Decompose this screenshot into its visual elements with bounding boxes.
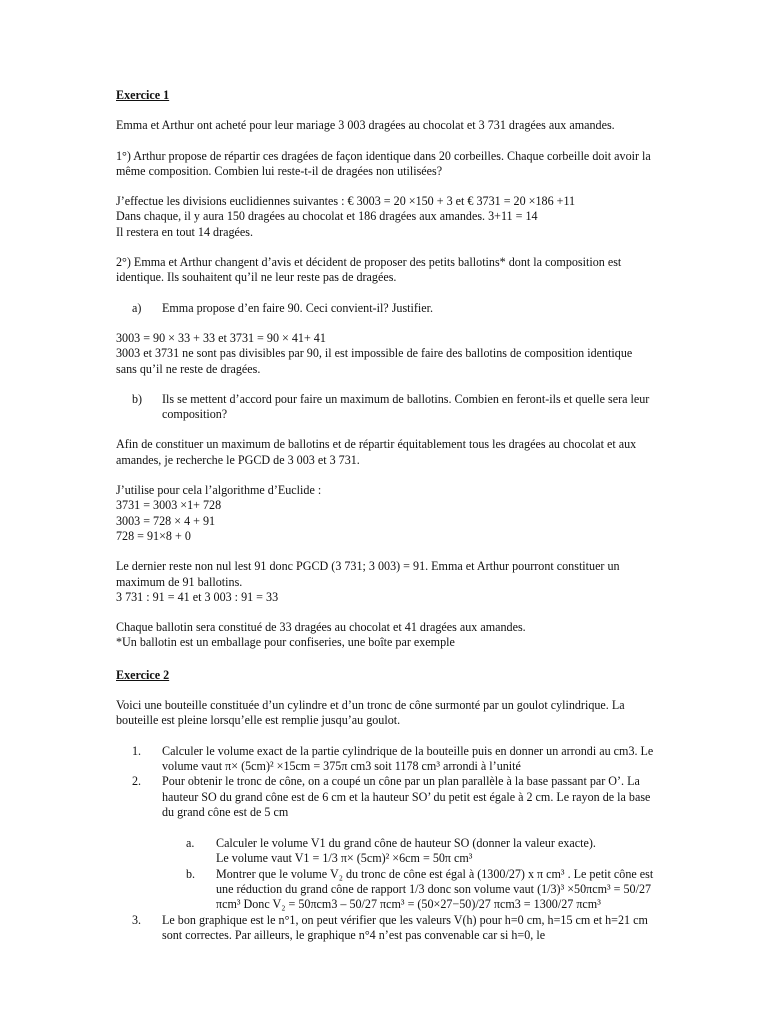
euclid-line: 3731 = 3003 ×1+ 728 (116, 498, 222, 513)
exercise-1-title: Exercice 1 (116, 88, 170, 102)
list-item (116, 744, 656, 775)
item-2-body (162, 774, 656, 912)
answer-2a-line: 3003 et 3731 ne sont pas divisibles par 90, il est impossible de faire des ballotins de composition identique sans qu’il ne reste de dragées. (116, 346, 633, 376)
question-2b-text: Ils se mettent d’accord pour faire un maximum de ballotins. Combien en feront-ils et quelle sera leur composition? (162, 391, 650, 422)
document-page (116, 88, 656, 943)
item-2-text: Pour obtenir le tronc de cône, on a coupé un cône par un plan parallèle à la base passant par O’. La hauteur SO du grand cône est de 6 cm et la hauteur SO’ du petit est égale à 2 cm. Le rayon de la base du grand cône est de 5 cm (162, 774, 651, 819)
item-1-text: Calculer le volume exact de la partie cylindrique de la bouteille puis en donner un arrondi au cm3. Le volume vaut π× (5cm)² ×15cm = 375π cm3 soit 1178 cm³ arrondi à l’unité (162, 743, 654, 773)
question-2a-text: Emma propose d’en faire 90. Ceci convient-il? Justifier. (162, 300, 434, 315)
sub-item-a-answer: Le volume vaut V1 = 1/3 π× (5cm)² ×6cm = 50π cm³ (216, 851, 473, 866)
exercise-2-intro: Voici une bouteille constituée d’un cylindre et d’un tronc de cône surmonté par un goulot cylindrique. La bouteille est pleine lorsqu’elle est remplie jusqu’au goulot. (116, 698, 625, 728)
sub-item-a (162, 836, 656, 867)
answer-1-line: J’effectue les divisions euclidiennes suivantes : € 3003 = 20 ×150 + 3 et € 3731 = 20 ×186 +11 (116, 194, 576, 209)
question-2a-marker: a) (132, 300, 142, 315)
question-2: 2°) Emma et Arthur changent d’avis et décident de proposer des petits ballotins* dont la composition est identique. Ils souhaitent qu’il ne leur reste pas de dragées. (116, 255, 622, 285)
item-3-marker: 3. (132, 912, 142, 927)
list-item (116, 774, 656, 912)
euclid-line: J’utilise pour cela l’algorithme d’Euclide : (116, 483, 322, 498)
euclid-algorithm (116, 483, 656, 544)
sub-item-a-body (216, 836, 656, 867)
euclid-line: 728 = 91×8 + 0 (116, 528, 191, 543)
item-3-text: Le bon graphique est le n°1, on peut vérifier que les valeurs V(h) pour h=0 cm, h=15 cm et h=21 cm sont correctes. Par ailleurs, le graphique n°4 n’est pas convenable car si h=0, le (162, 912, 648, 942)
question-1: 1°) Arthur propose de répartir ces dragées de façon identique dans 20 corbeilles. Chaque corbeille doit avoir la même composition. Combien lui reste-t-il de dragées non utilisées? (116, 148, 651, 178)
item-1-marker: 1. (132, 743, 142, 758)
sub-item-b-text: Montrer que le volume V₂ du tronc de cône est égal à (1300/27) x π cm³ . Le petit cône est une réduction du grand cône de rapport 1/3 donc son volume vaut (1/3)³ ×50πcm³ = 50/27 πcm³ Donc V₂ = 50πcm3 – 50/27 πcm³ = (50×27−50)/27 πcm3 = 1300/27 πcm³ (216, 866, 654, 912)
footnote-line: *Un ballotin est un emballage pour confiseries, une boîte par exemple (116, 635, 455, 650)
sub-item-b (162, 867, 656, 913)
question-2b-marker: b) (132, 391, 143, 406)
exercise-2-list (116, 744, 656, 944)
question-2b (116, 392, 656, 423)
pgcd-line: Le dernier reste non nul lest 91 donc PGCD (3 731; 3 003) = 91. Emma et Arthur pourront constituer un maximum de 91 ballotins. (116, 559, 620, 589)
answer-1 (116, 194, 656, 240)
answer-1-line: Il restera en tout 14 dragées. (116, 224, 254, 239)
exercise-2-title: Exercice 2 (116, 667, 170, 682)
pgcd-line: 3 731 : 91 = 41 et 3 003 : 91 = 33 (116, 589, 279, 604)
sub-item-b-marker: b. (186, 866, 196, 881)
question-2a (116, 301, 656, 316)
item-2-marker: 2. (132, 774, 142, 789)
answer-1-line: Dans chaque, il y aura 150 dragées au chocolat et 186 dragées aux amandes. 3+11 = 14 (116, 209, 538, 224)
sub-list (162, 836, 656, 912)
answer-2a (116, 331, 656, 377)
exercise-1-intro: Emma et Arthur ont acheté pour leur mariage 3 003 dragées au chocolat et 3 731 dragées aux amandes. (116, 118, 615, 133)
pgcd-conclusion (116, 559, 656, 605)
answer-2a-line: 3003 = 90 × 33 + 33 et 3731 = 90 × 41+ 41 (116, 330, 326, 345)
list-item (116, 913, 656, 944)
ballotin-composition (116, 620, 656, 651)
sub-item-a-question: Calculer le volume V1 du grand cône de hauteur SO (donner la valeur exacte). (216, 836, 596, 851)
composition-line: Chaque ballotin sera constitué de 33 dragées au chocolat et 41 dragées aux amandes. (116, 620, 526, 635)
sub-item-a-marker: a. (186, 836, 195, 851)
answer-2b-intro: Afin de constituer un maximum de ballotins et de répartir équitablement tous les dragées au chocolat et aux amandes, je recherche le PGCD de 3 003 et 3 731. (116, 437, 637, 467)
euclid-line: 3003 = 728 × 4 + 91 (116, 513, 216, 528)
